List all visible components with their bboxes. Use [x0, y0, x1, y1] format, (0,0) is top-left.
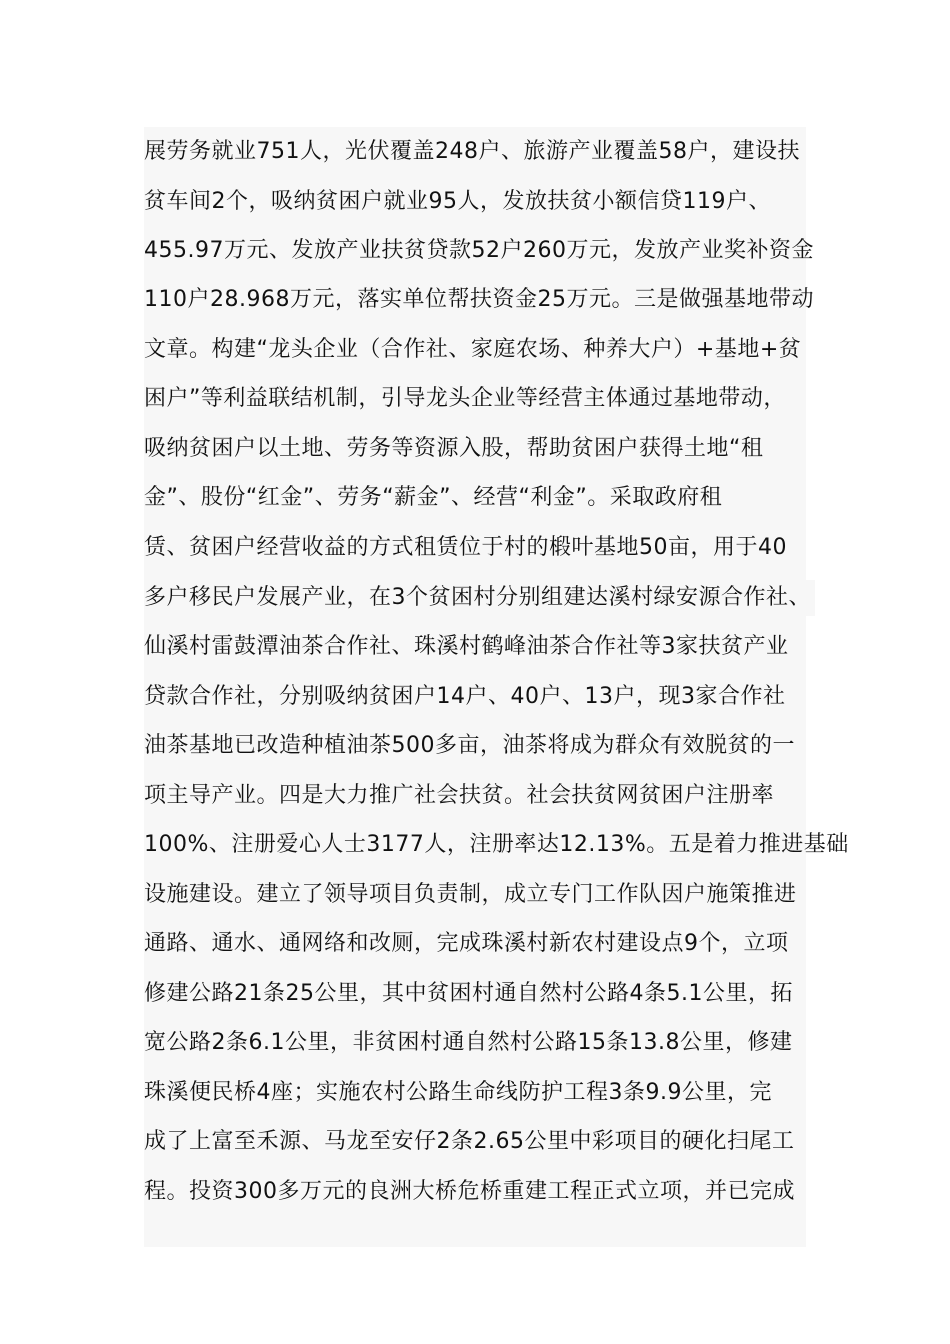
paragraph-line: 100%、注册爱心人士3177人，注册率达12.13%。五是着力推进基础	[144, 832, 849, 857]
paragraph-line: 困户”等利益联结机制，引导龙头企业等经营主体通过基地带动，	[144, 386, 786, 411]
paragraph-line: 宽公路2条6.1公里，非贫困村通自然村公路15条13.8公里，修建	[144, 1030, 793, 1055]
paragraph-line: 贫车间2个，吸纳贫困户就业95人，发放扶贫小额信贷119户、	[144, 189, 771, 214]
paragraph-line: 贷款合作社，分别吸纳贫困户14户、40户、13户，现3家合作社	[144, 684, 786, 709]
paragraph-line: 赁、贫困户经营收益的方式租赁位于村的椴叶基地50亩，用于40	[144, 535, 787, 560]
paragraph-line: 修建公路21条25公里，其中贫困村通自然村公路4条5.1公里，拓	[144, 981, 793, 1006]
paragraph-line: 吸纳贫困户以土地、劳务等资源入股，帮助贫困户获得土地“租	[144, 436, 764, 461]
paragraph-line: 设施建设。建立了领导项目负责制，成立专门工作队因户施策推进	[144, 882, 797, 907]
paragraph-line: 成了上富至禾源、马龙至安仔2条2.65公里中彩项目的硬化扫尾工	[144, 1129, 795, 1154]
paragraph-line: 项主导产业。四是大力推广社会扶贫。社会扶贫网贫困户注册率	[144, 783, 775, 808]
paragraph-line: 仙溪村雷鼓潭油茶合作社、珠溪村鹤峰油茶合作社等3家扶贫产业	[144, 634, 789, 659]
paragraph-line: 程。投资300多万元的良洲大桥危桥重建工程正式立项，并已完成	[144, 1179, 795, 1204]
paragraph-line: 455.97万元、发放产业扶贫贷款52户260万元，发放产业奖补资金	[144, 238, 814, 263]
paragraph-line: 通路、通水、通网络和改厕，完成珠溪村新农村建设点9个，立项	[144, 931, 789, 956]
paragraph-line: 展劳务就业751人，光伏覆盖248户、旅游产业覆盖58户，建设扶	[144, 139, 800, 164]
paragraph-line: 珠溪便民桥4座；实施农村公路生命线防护工程3条9.9公里，完	[144, 1080, 772, 1105]
paragraph-line: 110户28.968万元，落实单位帮扶资金25万元。三是做强基地带动	[144, 287, 814, 312]
paragraph-line: 文章。构建“龙头企业（合作社、家庭农场、种养大户）+基地+贫	[144, 337, 802, 362]
paragraph-line: 油茶基地已改造种植油茶500多亩，油茶将成为群众有效脱贫的一	[144, 733, 795, 758]
paragraph-line: 多户移民户发展产业，在3个贫困村分别组建达溪村绿安源合作社、	[144, 580, 815, 616]
paragraph-line: 金”、股份“红金”、劳务“薪金”、经营“利金”。采取政府租	[144, 485, 723, 510]
